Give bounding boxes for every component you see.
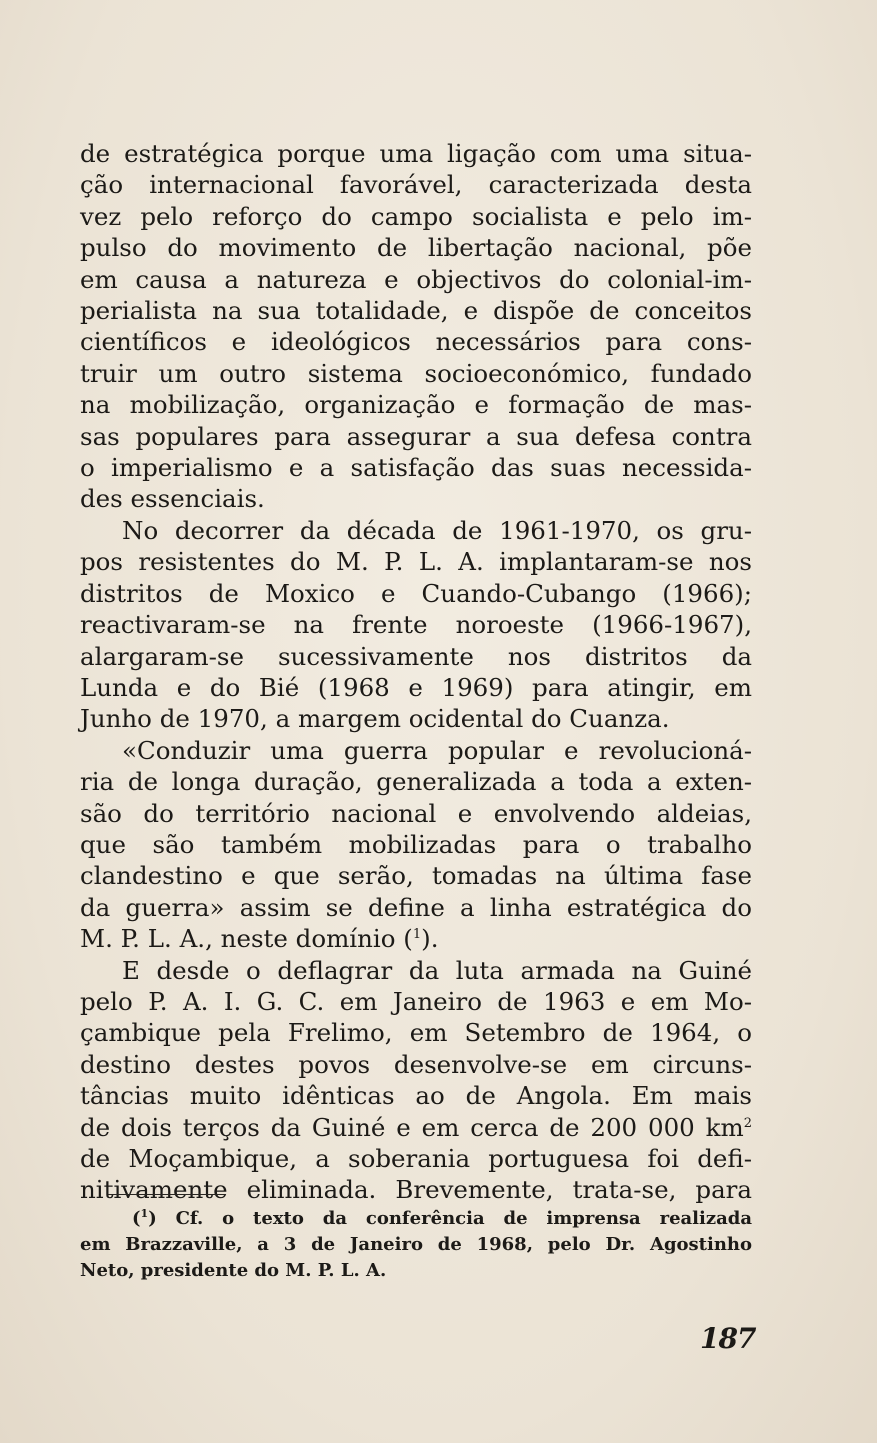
text-line: em causa a natureza e objectivos do colonial-im-: [80, 264, 752, 294]
text-line: alargaram-se sucessivamente nos distritos da: [80, 641, 752, 671]
paragraph-1: [80, 138, 752, 515]
text-line: truir um outro sistema socioeconómico, fundado: [80, 358, 752, 388]
paragraph-2: [80, 515, 752, 735]
text-fragment: ) Cf. o texto da conferência de imprensa realizada: [148, 1208, 752, 1229]
text-line: que são também mobilizadas para o trabalho: [80, 829, 752, 859]
paragraph-3: [80, 735, 752, 955]
text-line: [80, 1112, 752, 1143]
text-line: Junho de 1970, a margem ocidental do Cuanza.: [80, 704, 670, 734]
footnote-reference: 1: [412, 927, 422, 943]
footnote-line: ($^1$) Cf. o texto da conferência de imprensa realizada: [132, 1207, 752, 1229]
text-line: reactivaram-se na frente noroeste (1966-1967),: [80, 610, 752, 640]
text-line: distritos de Moxico e Cuando-Cubango (1966);: [80, 578, 752, 608]
footnote: [80, 1206, 752, 1284]
paragraph-4: [80, 955, 752, 1206]
text-line: pelo P. A. I. G. C. em Janeiro de 1963 e em Mo-: [80, 986, 752, 1016]
text-line: são do território nacional e envolvendo aldeias,: [80, 798, 752, 828]
text-line: «Conduzir uma guerra popular e revolucioná-: [122, 735, 752, 765]
text-line: científicos e ideológicos necessários para cons-: [80, 327, 752, 357]
text-line: [80, 923, 752, 954]
text-line: ção internacional favorável, caracterizada desta: [80, 170, 752, 200]
text-fragment: M. P. L. A., neste domínio (: [80, 924, 413, 954]
text-line: clandestino e que serão, tomadas na última fase: [80, 861, 752, 891]
footnote-line: Neto, presidente do M. P. L. A.: [80, 1260, 387, 1281]
text-line: No decorrer da década de 1961-1970, os gru-: [122, 515, 752, 545]
text-line: pulso do movimento de libertação nacional, põe: [80, 233, 752, 263]
text-line: des essenciais.: [80, 484, 265, 514]
text-fragment: de dois terços da Guiné e em cerca de 200 000 km: [80, 1112, 744, 1142]
text-line: E desde o deflagrar da luta armada na Guiné: [122, 955, 752, 985]
text-line: perialista na sua totalidade, e dispõe de conceitos: [80, 296, 752, 326]
text-line: sas populares para assegurar a sua defesa contra: [80, 421, 752, 451]
footnote-divider: [108, 1194, 226, 1195]
text-line: de estratégica porque uma ligação com uma situa-: [80, 139, 752, 168]
text-line: o imperialismo e a satisfação das suas necessida-: [80, 453, 752, 483]
body-text: [80, 138, 752, 1206]
text-line: çambique pela Frelimo, em Setembro de 1964, o: [80, 1018, 752, 1048]
text-fragment: ).: [421, 924, 439, 954]
footnote-marker: 1: [140, 1207, 149, 1220]
text-line: Lunda e do Bié (1968 e 1969) para atingir, em: [80, 672, 752, 702]
page-number: 187: [700, 1322, 756, 1355]
text-line: de Moçambique, a soberania portuguesa foi defi-: [80, 1144, 752, 1173]
text-line: destino destes povos desenvolve-se em circuns-: [80, 1049, 752, 1079]
text-line: na mobilização, organização e formação de mas-: [80, 390, 752, 420]
text-line: pos resistentes do M. P. L. A. implantaram-se nos: [80, 547, 752, 577]
text-line: vez pelo reforço do campo socialista e pelo im-: [80, 201, 752, 231]
text-line: da guerra» assim se define a linha estratégica do: [80, 892, 752, 922]
text-line: ria de longa duração, generalizada a toda a exten-: [80, 767, 752, 797]
text-line: tâncias muito idênticas ao de Angola. Em mais: [80, 1081, 752, 1111]
footnote-line: em Brazzaville, a 3 de Janeiro de 1968, pelo Dr. Agostinho: [80, 1234, 752, 1255]
text-line: nitivamente eliminada. Brevemente, trata-se, para: [80, 1175, 752, 1205]
superscript: 2: [743, 1115, 752, 1131]
